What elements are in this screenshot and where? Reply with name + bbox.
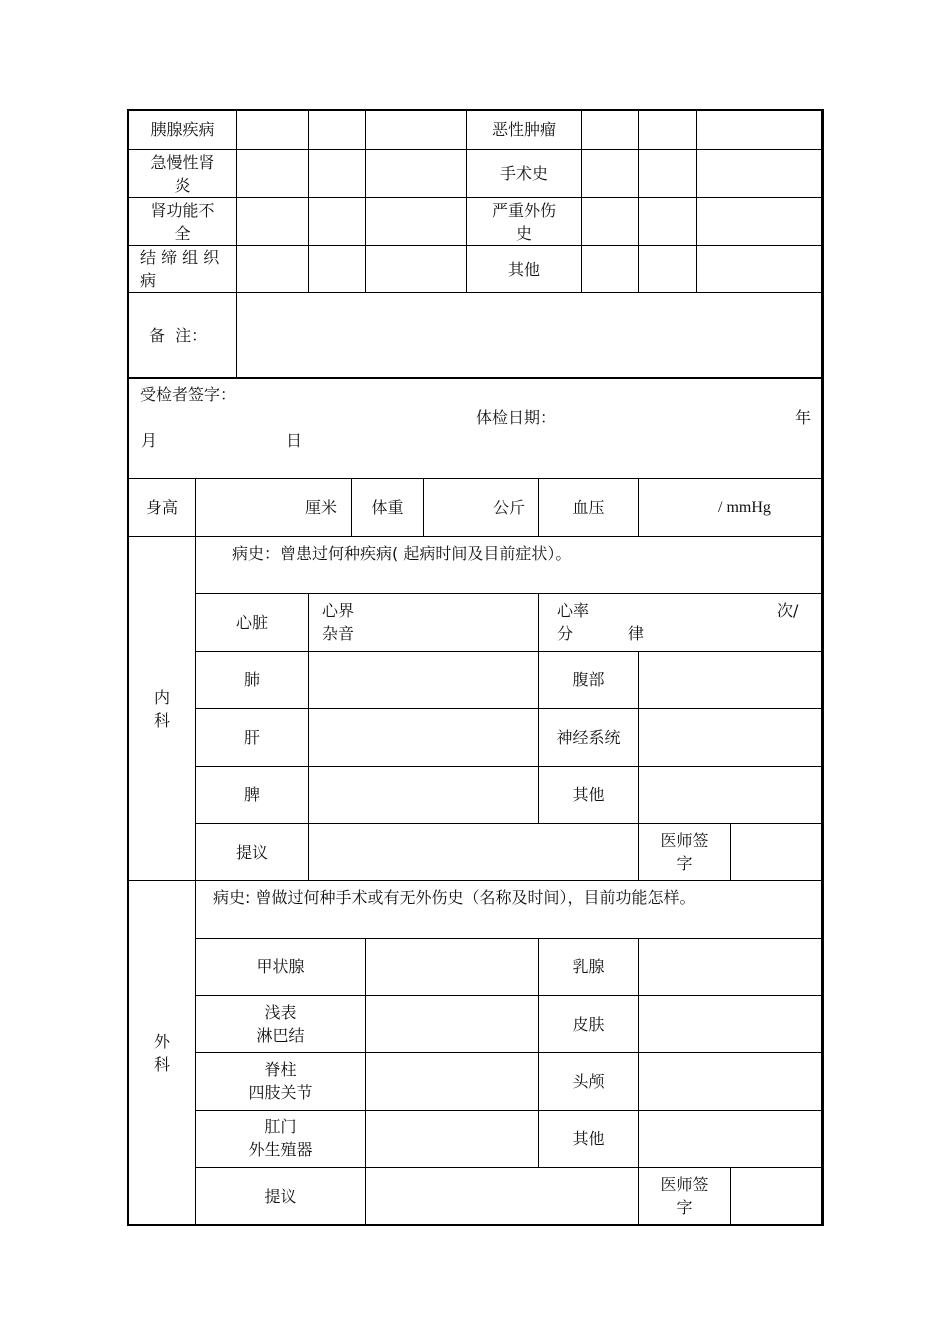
skin-label: 皮肤 (572, 1015, 605, 1034)
heart-border-label: 心界 (322, 601, 355, 620)
weight-label: 体重 (371, 498, 404, 517)
nervous-system-label: 神经系统 (556, 728, 621, 747)
weight-unit: 公斤 (493, 498, 526, 517)
head-neck-label: 头颅 (572, 1072, 605, 1091)
row-label-other: 其他 (507, 260, 540, 279)
anus-label-cont: 外生殖器 (248, 1140, 313, 1159)
row-label-connective-tissue: 结 缔 组 织 (140, 248, 220, 267)
row-label-nephritis: 急慢性肾 (150, 153, 215, 172)
row-label-connective-tissue-cont: 病 (140, 271, 157, 290)
heart-rate-label: 心率 (557, 601, 590, 620)
lung-label: 肺 (243, 670, 260, 689)
heart-murmur-label: 杂音 (322, 624, 355, 643)
internal-doctor-signature-label-cont: 字 (676, 854, 693, 873)
surgery-suggestion-label: 提议 (264, 1187, 297, 1206)
exam-date-day: 日 (286, 431, 303, 450)
lymph-node-label: 浅表 (264, 1003, 297, 1022)
exam-date-label: 体检日期： (476, 408, 557, 427)
heart-rhythm-label: 律 (628, 624, 645, 643)
heart-rate-unit: 次/ (777, 601, 799, 620)
blood-pressure-unit: / mmHg (718, 499, 771, 516)
blood-pressure-label: 血压 (572, 498, 605, 517)
breast-label: 乳腺 (572, 957, 605, 976)
liver-label: 肝 (243, 728, 260, 747)
row-label-trauma-history: 严重外伤 (491, 201, 556, 220)
remarks-field[interactable] (237, 293, 821, 377)
spine-label: 脊柱 (264, 1060, 297, 1079)
examinee-signature-label: 受检者签字： (140, 385, 237, 404)
internal-other-label: 其他 (572, 785, 605, 804)
abdomen-label: 腹部 (572, 670, 605, 689)
surgery-section-label-cont: 科 (153, 1055, 170, 1074)
lymph-node-label-cont: 淋巴结 (256, 1026, 305, 1045)
internal-suggestion-label: 提议 (235, 843, 268, 862)
spine-label-cont: 四肢关节 (248, 1083, 313, 1102)
row-label-trauma-history-cont: 史 (515, 224, 532, 243)
remarks-label: 备 注： (149, 326, 208, 345)
exam-date-year: 年 (795, 408, 812, 427)
heart-label: 心脏 (235, 613, 268, 632)
row-label-renal-insufficiency: 肾功能不 (150, 201, 215, 220)
surgery-section-label: 外 (153, 1032, 170, 1051)
surgery-history-prompt: 病史: 曾做过何种手术或有无外伤史（名称及时间），目前功能怎样。 (213, 888, 696, 907)
internal-section-label-cont: 科 (153, 711, 170, 730)
spleen-label: 脾 (243, 785, 260, 804)
row-label-nephritis-cont: 炎 (174, 176, 191, 195)
internal-section-label: 内 (153, 688, 170, 707)
row-label-malignant-tumor: 恶性肿瘤 (491, 120, 556, 139)
row-label-pancreas: 胰腺疾病 (150, 120, 215, 139)
internal-history-prompt: 病史：曾患过何种疾病( 起病时间及目前症状）。 (232, 544, 572, 563)
anus-label: 肛门 (264, 1117, 297, 1136)
height-unit: 厘米 (305, 498, 338, 517)
thyroid-label: 甲状腺 (256, 957, 305, 976)
surgery-doctor-signature-label: 医师签 (660, 1175, 709, 1194)
surgery-other-label: 其他 (572, 1129, 605, 1148)
row-label-surgery-history: 手术史 (499, 164, 548, 183)
exam-date-month: 月 (141, 431, 158, 450)
surgery-doctor-signature-label-cont: 字 (676, 1198, 693, 1217)
internal-doctor-signature-label: 医师签 (660, 831, 709, 850)
row-label-renal-insufficiency-cont: 全 (174, 224, 191, 243)
heart-rate-unit-min: 分 (557, 624, 574, 643)
height-label: 身高 (145, 498, 178, 517)
